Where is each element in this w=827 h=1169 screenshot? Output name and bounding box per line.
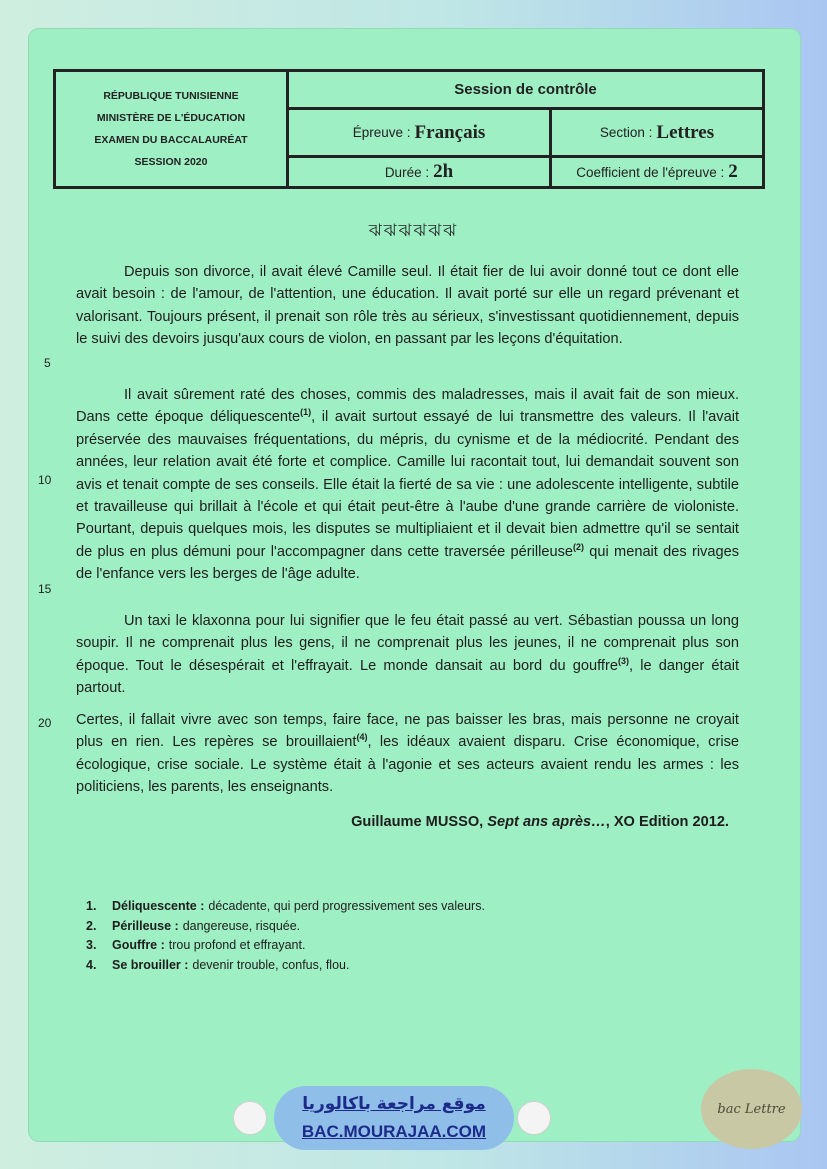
paragraph-1 [76,261,739,351]
duree-label: Durée : [384,164,430,180]
site-url-link[interactable]: BAC.MOURAJAA.COM [301,1122,487,1141]
duration-row [289,158,762,186]
section-cell [552,110,762,155]
footnote-number: 3. [86,938,97,952]
ornament-divider: ঝঝঝঝঝঝ [368,221,459,241]
section-label: Section : [599,125,653,140]
paragraph-3 [76,610,739,700]
site-name-arabic[interactable]: موقع مراجعة باكالوريا [302,1094,486,1114]
session-year: SESSION 2020 [134,156,208,168]
paragraph-4-text-a: Certes, il fallait vivre avec son temps, faire face, ne pas baisser les bras, mais personne ne croyait plus en rien. Les repères se brouillaient [76,712,739,751]
footnotes-list [86,897,485,975]
footnote-definition: devenir trouble, confus, flou. [192,957,350,972]
footnote-ref-4: (4) [356,732,368,743]
footnote-definition: dangereuse, risquée. [182,918,301,933]
footnote-number: 2. [86,918,97,933]
section-value: Lettres [656,121,715,143]
footnote-term: Gouffre : [112,938,165,952]
footnote-item [86,917,485,937]
line-number: 5 [44,356,51,370]
bac-lettre-badge: bac Lettre [701,1069,802,1149]
epreuve-cell [289,110,552,155]
duree-cell [289,158,552,186]
footnote-number: 1. [86,899,97,913]
paragraph-3-text-b: , le danger était partout. [76,657,739,697]
paragraph-2-text-c: qui menait des rivages de l'enfance vers les berges de l'âge adulte. [76,543,739,583]
ministry: MINISTÈRE DE L'ÉDUCATION [96,112,246,124]
coefficient-cell [552,158,762,186]
site-logo-icon [517,1101,551,1135]
paragraph-4 [76,709,739,799]
paragraph-3-text-a: Un taxi le klaxonna pour lui signifier que le feu était passé au vert. Sébastian poussa un long soupir. Il ne comprenait plus les gens, il ne comprenait plus les jeunes, il ne comprenait plus son époque. Tout le désespérait et l'effrayait. Le monde dansait au bord du gouffre [76,613,739,674]
footnote-ref-2: (2) [573,541,584,552]
footnote-item [86,956,485,976]
citation-author: Guillaume MUSSO, [351,814,488,830]
site-logo-icon [233,1101,267,1135]
line-number: 10 [38,473,52,487]
site-banner[interactable] [274,1086,514,1150]
footnote-item [86,897,485,917]
country: RÉPUBLIQUE TUNISIENNE [103,90,239,102]
line-number: 15 [38,582,52,596]
epreuve-value: Français [414,121,486,143]
footnote-item [86,936,485,956]
footnote-number: 4. [86,957,97,972]
institution-block [56,72,289,186]
paragraph-4-text-b: , les idéaux avaient disparu. Crise économique, crise écologique, crise sociale. Le système était à l'agonie et ses acteurs avaient rendu les armes : les politiciens, les parents, les enseignants. [76,734,739,796]
coefficient-value: 2 [728,161,738,182]
epreuve-label: Épreuve : [352,125,411,140]
session-type: Session de contrôle [289,72,762,110]
footnote-term: Déliquescente : [112,899,205,913]
duree-value: 2h [433,161,454,182]
paragraph-2 [76,384,739,586]
footnote-definition: décadente, qui perd progressivement ses valeurs. [208,899,485,913]
paragraph-2-text-a: Il avait sûrement raté des choses, commis des maladresses, mais il avait fait de son mieux. Dans cette époque déliquescente [76,387,739,426]
footnote-term: Se brouiller : [112,957,189,972]
subject-row [289,110,762,158]
exam-name: EXAMEN DU BACCALAURÉAT [94,134,248,146]
source-citation [0,814,729,830]
footnote-term: Périlleuse : [112,918,179,933]
footnote-ref-1: (1) [300,407,312,418]
citation-edition: , XO Edition 2012. [605,814,729,830]
coefficient-label: Coefficient de l'épreuve : [576,164,725,180]
header-table [53,69,765,189]
paragraph-1-text: Depuis son divorce, il avait élevé Camille seul. Il était fier de lui avoir donné tout ce dont elle avait besoin : de l'amour, de l'attention, une éducation. Il avait porté sur elle un regard prévenant et valorisant. Toujours présent, il prenait son rôle très au sérieux, s'investissant quotidiennement, depuis le suivi des devoirs jusqu'aux cours de violon, en passant par les leçons d'équitation. [76,264,739,348]
paragraph-2-text-b: , il avait surtout essayé de lui transmettre des valeurs. Il l'avait préservée des mauvaises fréquentations, du mépris, du cynisme et de la médiocrité. Pendant des années, leur relation avait été forte et complice. Camille lui racontait tout, lui demandait souvent son avis et tenait compte de ses conseils. Elle était la fierté de sa vie : une adolescente intelligente, subtile et travailleuse qui brillait à l'école et qui était peut-être à l'aube d'une grande carrière de violoniste. Pourtant, depuis quelques mois, les disputes se multipliaient et il devait bien admettre qu'il se sentait de plus en plus démuni pour l'accompagner dans cette traversée périlleuse [76,409,739,560]
footnote-ref-3: (3) [617,655,629,666]
line-number: 20 [38,716,52,730]
footnote-definition: trou profond et effrayant. [168,938,306,952]
citation-book: Sept ans après… [487,814,606,830]
